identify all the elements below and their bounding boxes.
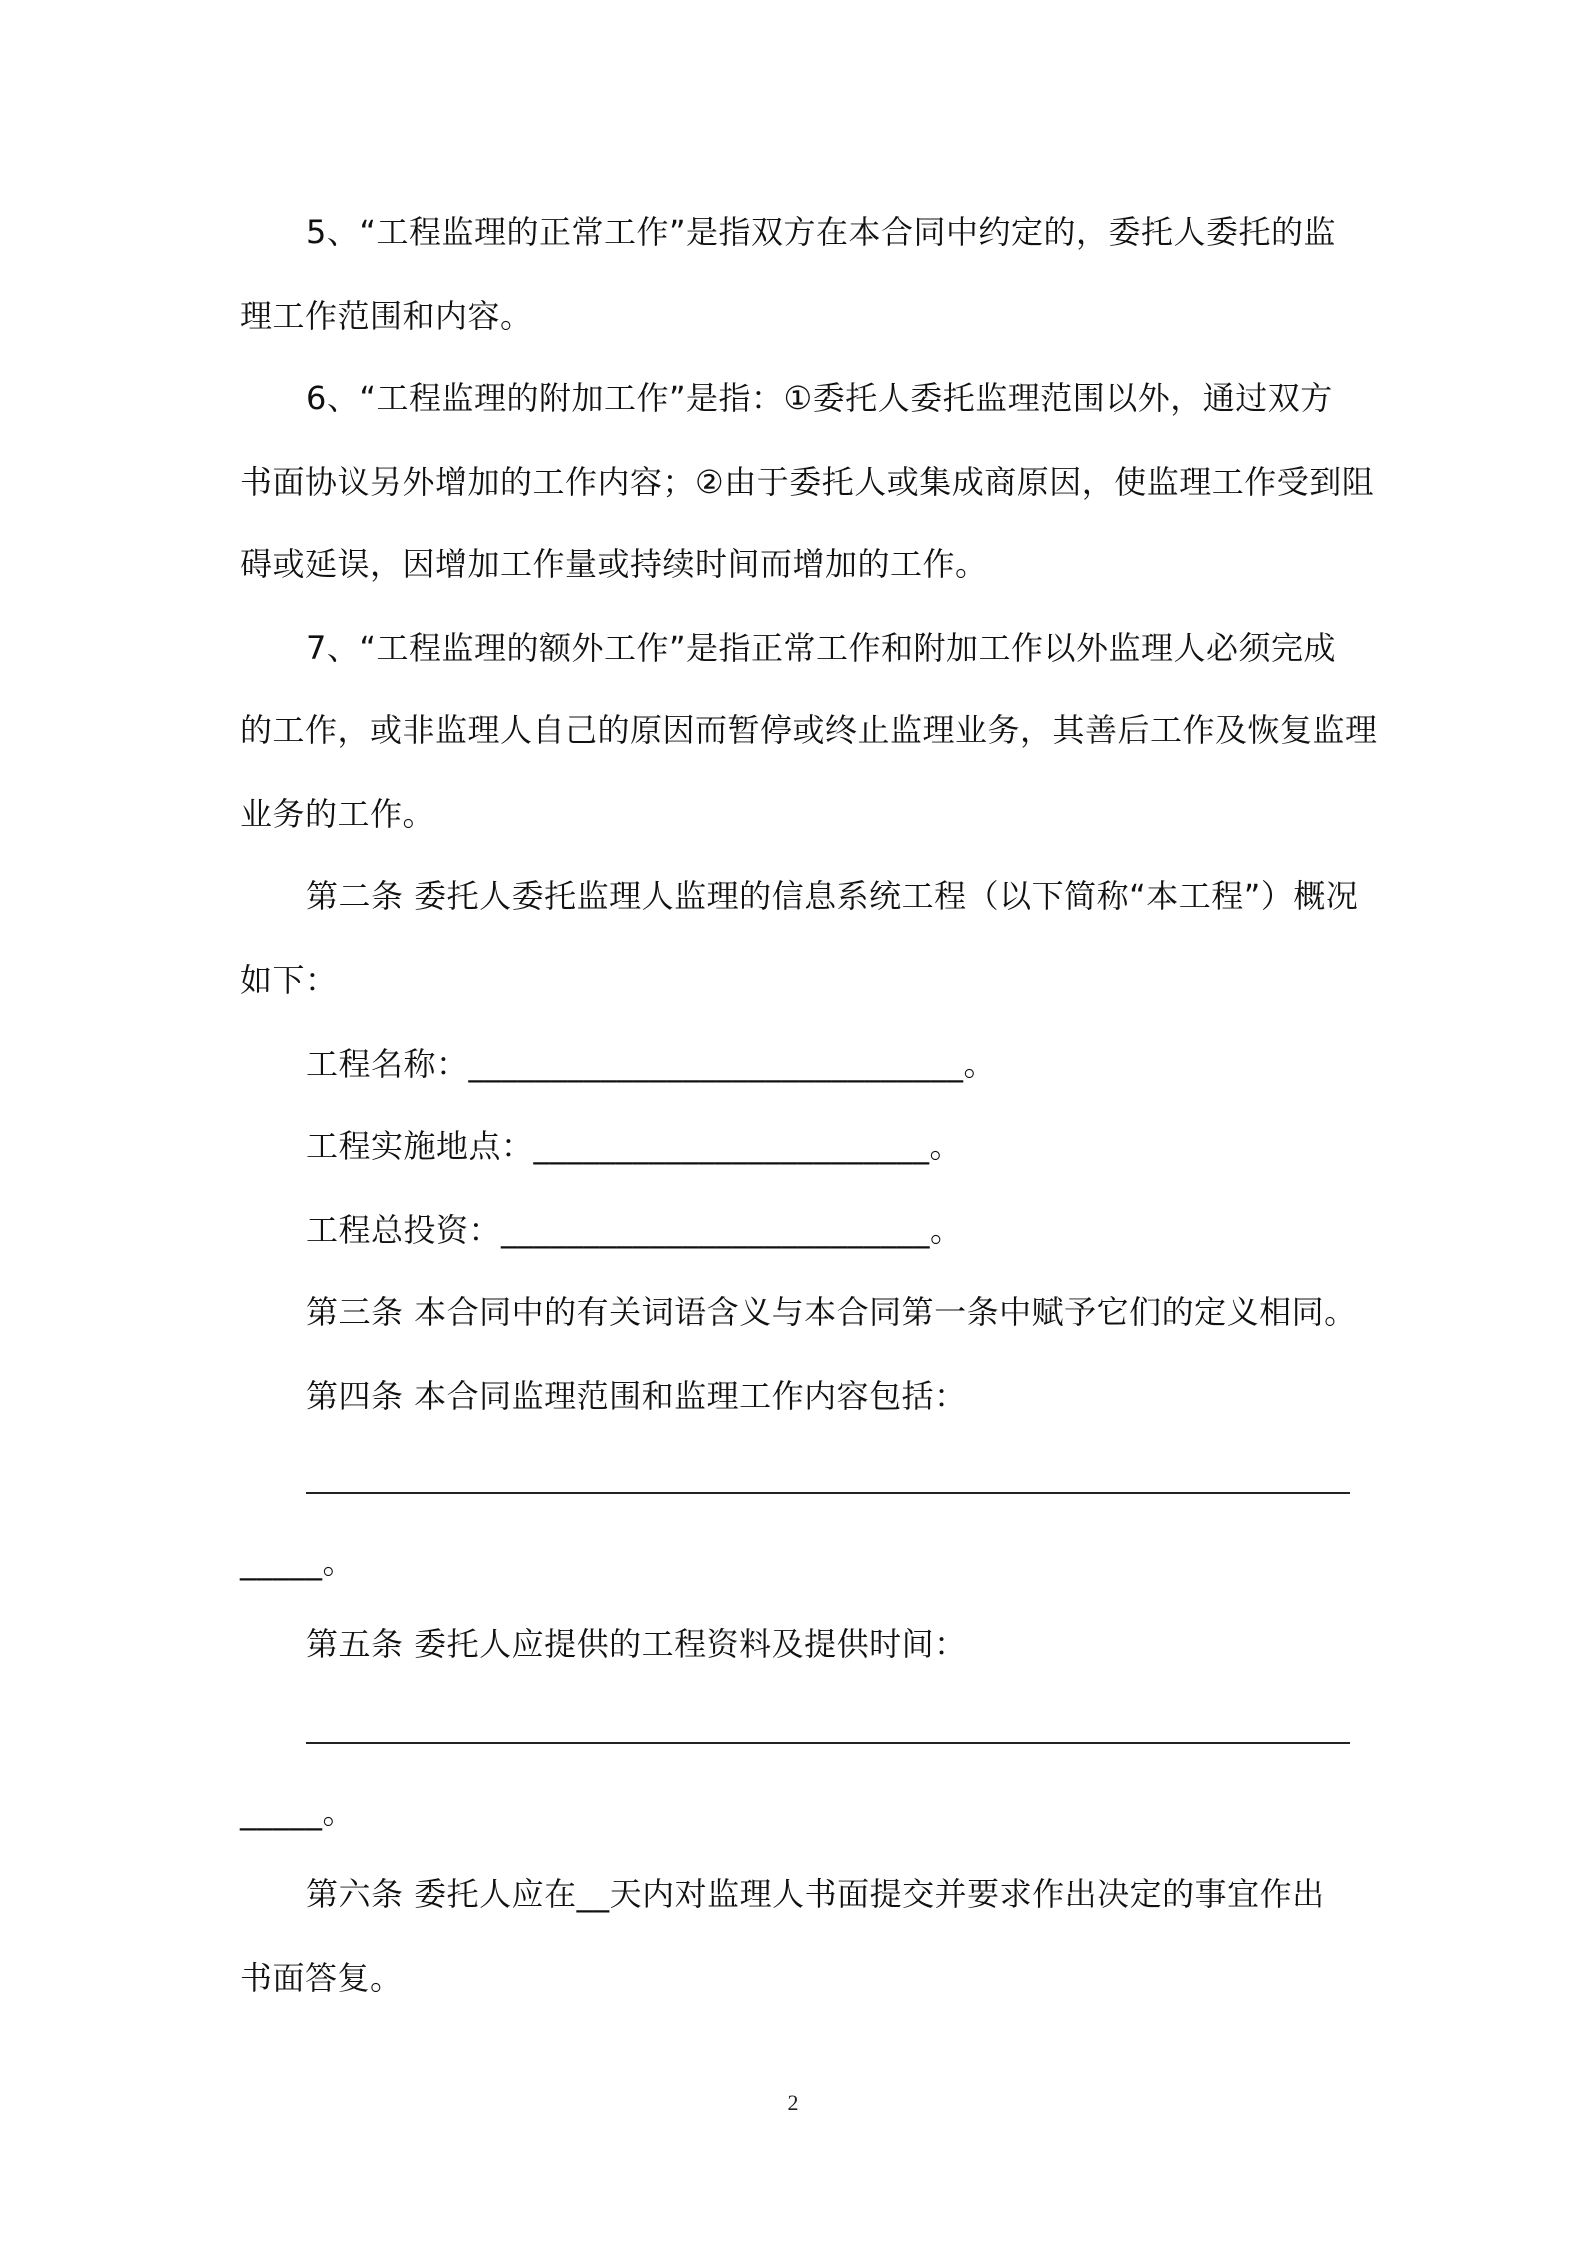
page-number: 2 [787,2090,799,2115]
article5-blank-line [306,1742,1350,1744]
article5-line1: 第五条 委托人应提供的工程资料及提供时间： [306,1625,967,1663]
project-name-field: 工程名称：______________________________。 [306,1045,997,1083]
article3-text: 第三条 本合同中的有关词语含义与本合同第一条中赋予它们的定义相同。 [306,1293,1357,1331]
item7-line1: 7、“工程监理的额外工作”是指正常工作和附加工作以外监理人必须完成 [306,629,1337,667]
item7-line3: 业务的工作。 [240,795,436,833]
item5-line2: 理工作范围和内容。 [240,297,533,335]
article4-blank-end: _____。 [240,1543,356,1581]
article2-line1: 第二条 委托人委托监理人监理的信息系统工程（以下简称“本工程”）概况 [306,877,1359,915]
project-location-field: 工程实施地点：________________________。 [306,1127,963,1165]
item6-line1: 6、“工程监理的附加工作”是指：①委托人委托监理范围以外，通过双方 [306,379,1333,417]
article5-blank-end: _____。 [240,1793,356,1831]
item7-line2: 的工作，或非监理人自己的原因而暂停或终止监理业务，其善后工作及恢复监理 [240,711,1378,749]
article6-line2: 书面答复。 [240,1959,403,1997]
article4-blank-line [306,1492,1350,1494]
item5-line1: 5、“工程监理的正常工作”是指双方在本合同中约定的，委托人委托的监 [306,213,1337,251]
item6-line3: 碍或延误，因增加工作量或持续时间而增加的工作。 [240,545,988,583]
article2-line2: 如下： [240,961,338,999]
article6-line1: 第六条 委托人应在__天内对监理人书面提交并要求作出决定的事宜作出 [306,1875,1325,1913]
article4-line1: 第四条 本合同监理范围和监理工作内容包括： [306,1377,967,1415]
project-investment-field: 工程总投资：__________________________。 [306,1211,963,1249]
item6-line2: 书面协议另外增加的工作内容；②由于委托人或集成商原因，使监理工作受到阻 [240,463,1375,501]
